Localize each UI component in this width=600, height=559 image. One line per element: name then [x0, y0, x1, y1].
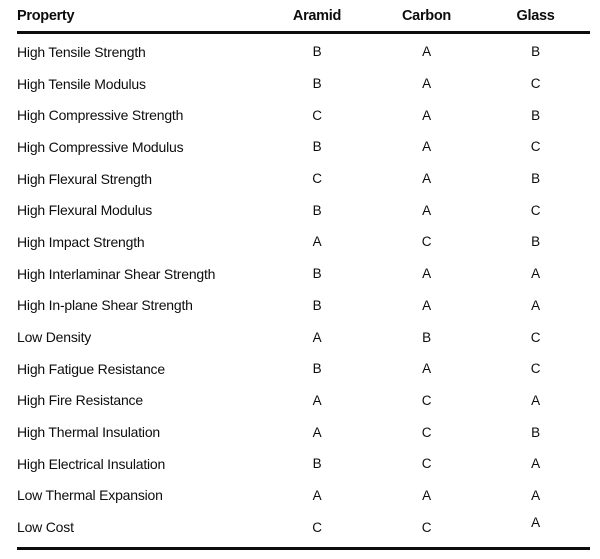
rating-cell-carbon: B: [422, 329, 431, 345]
property-cell: Low Density: [17, 329, 92, 346]
property-cell: High Tensile Strength: [17, 43, 146, 60]
table-row: [17, 385, 590, 417]
rating-cell-carbon: A: [422, 171, 431, 187]
rating-cell-aramid: A: [312, 392, 322, 408]
table-row: [17, 511, 590, 543]
rating-cell-glass: A: [531, 456, 540, 472]
column-header-aramid: Aramid: [292, 7, 342, 24]
rating-cell-carbon: A: [422, 139, 431, 155]
rating-cell-aramid: B: [312, 297, 322, 313]
rating-cell-aramid: B: [312, 202, 322, 218]
table-row: [17, 99, 590, 131]
property-cell: High Compressive Strength: [17, 107, 184, 124]
rating-cell-glass: A: [531, 266, 540, 282]
rating-cell-aramid: B: [312, 361, 322, 377]
rating-cell-glass: A: [531, 487, 540, 503]
rating-cell-glass: B: [531, 234, 540, 250]
table-row: [17, 131, 590, 163]
rating-cell-glass: A: [531, 392, 540, 408]
table-body: [17, 34, 590, 550]
rating-cell-carbon: A: [422, 361, 431, 377]
property-cell: Low Thermal Expansion: [17, 487, 163, 504]
table-row: [17, 448, 590, 480]
rating-cell-glass: A: [531, 514, 540, 530]
table-row: [17, 480, 590, 512]
table-row: [17, 68, 590, 100]
rating-cell-carbon: C: [421, 519, 432, 535]
rating-cell-carbon: A: [422, 76, 431, 92]
rating-cell-glass: B: [531, 171, 540, 187]
table-row: [17, 226, 590, 258]
rating-cell-carbon: C: [421, 424, 432, 440]
property-cell: High Fire Resistance: [17, 392, 143, 409]
rating-cell-glass: C: [530, 139, 541, 155]
table-row: [17, 321, 590, 353]
rating-cell-glass: C: [530, 329, 541, 345]
rating-cell-aramid: C: [312, 519, 322, 535]
rating-cell-carbon: C: [421, 234, 432, 250]
rating-cell-glass: C: [530, 76, 541, 92]
rating-cell-aramid: A: [312, 487, 322, 503]
rating-cell-aramid: A: [312, 329, 322, 345]
rating-cell-aramid: B: [312, 266, 322, 282]
column-header-glass: Glass: [516, 7, 555, 24]
rating-cell-glass: A: [531, 297, 540, 313]
table-row: [17, 36, 590, 68]
rating-cell-carbon: A: [422, 487, 431, 503]
table-header-row: [17, 0, 590, 34]
table-row: [17, 353, 590, 385]
rating-cell-glass: B: [531, 107, 540, 123]
table-row: [17, 163, 590, 195]
rating-cell-glass: B: [531, 424, 540, 440]
table-row: [17, 194, 590, 226]
rating-cell-glass: C: [530, 361, 541, 377]
column-header-carbon: Carbon: [402, 7, 451, 24]
rating-cell-aramid: B: [312, 44, 322, 60]
rating-cell-carbon: A: [422, 107, 431, 123]
rating-cell-carbon: C: [421, 392, 432, 408]
rating-cell-carbon: A: [422, 44, 431, 60]
property-cell: High Tensile Modulus: [17, 75, 146, 92]
rating-cell-aramid: C: [312, 171, 322, 187]
rating-cell-carbon: A: [422, 266, 431, 282]
rating-cell-aramid: B: [312, 139, 322, 155]
property-cell: High Fatigue Resistance: [17, 360, 165, 377]
rating-cell-aramid: A: [312, 234, 322, 250]
table-row: [17, 290, 590, 322]
rating-cell-aramid: B: [312, 456, 322, 472]
rating-cell-carbon: C: [421, 456, 432, 472]
rating-cell-glass: C: [530, 202, 541, 218]
rating-cell-aramid: C: [312, 107, 322, 123]
rating-cell-glass: B: [531, 44, 540, 60]
property-cell: High Thermal Insulation: [17, 424, 160, 441]
property-cell: High Interlaminar Shear Strength: [17, 265, 216, 282]
table-row: [17, 416, 590, 448]
column-header-property: Property: [17, 7, 75, 24]
rating-cell-aramid: A: [312, 424, 322, 440]
property-cell: Low Cost: [17, 519, 74, 536]
fiber-comparison-table: [17, 0, 590, 550]
property-cell: High Electrical Insulation: [17, 455, 166, 472]
property-cell: High In-plane Shear Strength: [17, 297, 193, 314]
rating-cell-aramid: B: [312, 76, 322, 92]
rating-cell-carbon: A: [422, 202, 431, 218]
property-cell: High Compressive Modulus: [17, 138, 184, 155]
property-cell: High Impact Strength: [17, 233, 145, 250]
property-cell: High Flexural Strength: [17, 170, 152, 187]
table-row: [17, 258, 590, 290]
rating-cell-carbon: A: [422, 297, 431, 313]
property-cell: High Flexural Modulus: [17, 202, 153, 219]
